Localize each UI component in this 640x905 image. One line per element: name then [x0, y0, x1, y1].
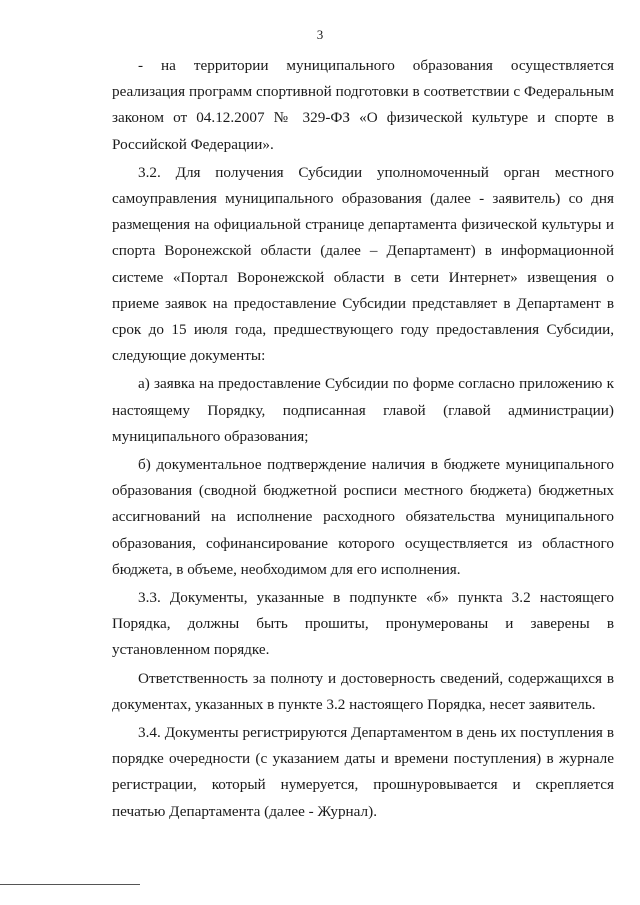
- paragraph-3-4: 3.4. Документы регистрируются Департаментом в день их поступления в порядке очередности (с указанием даты и времени поступления) в журнале регистрации, который нумеруется, прошнуровывается и скрепляется печатью Департамента (далее - Журнал).: [112, 724, 614, 820]
- page-number: 3: [316, 27, 324, 42]
- paragraph-item-b: б) документальное подтверждение наличия в бюджете муниципального образования (сводной бюджетной росписи местного бюджета) бюджетных ассигнований на исполнение расходного обязательства муниципального образования, софинансирование которого осуществляется из областного бюджета, в объеме, необходимом для его исполнения.: [112, 456, 614, 578]
- paragraph-responsibility: Ответственность за полноту и достоверность сведений, содержащихся в документах, указанных в пункте 3.2 настоящего Порядка, несет заявитель.: [112, 669, 614, 713]
- document-body: [112, 53, 614, 825]
- paragraph-item-a: а) заявка на предоставление Субсидии по форме согласно приложению к настоящему Порядку, подписанная главой (главой администрации) муниципального образования;: [112, 375, 614, 445]
- paragraph-sport-programs: - на территории муниципального образования осуществляется реализация программ спортивной подготовки в соответствии с Федеральным законом от 04.12.2007 № 329-ФЗ «О физической культуре и спорте в Российской Федерации».: [112, 57, 614, 153]
- paragraph-3-3: 3.3. Документы, указанные в подпункте «б» пункта 3.2 настоящего Порядка, должны быть прошиты, пронумерованы и заверены в установленном порядке.: [112, 589, 614, 659]
- paragraph-3-2: 3.2. Для получения Субсидии уполномоченный орган местного самоуправления муниципального образования (далее - заявитель) со дня размещения на официальной странице департамента физической культуры и спорта Воронежской области (далее – Департамент) в информационной системе «Портал Воронежской области в сети Интернет» извещения о приеме заявок на предоставление Субсидии представляет в Департамент в срок до 15 июля года, предшествующего году предоставления Субсидии, следующие документы:: [112, 163, 614, 365]
- footer-rule: [0, 884, 140, 885]
